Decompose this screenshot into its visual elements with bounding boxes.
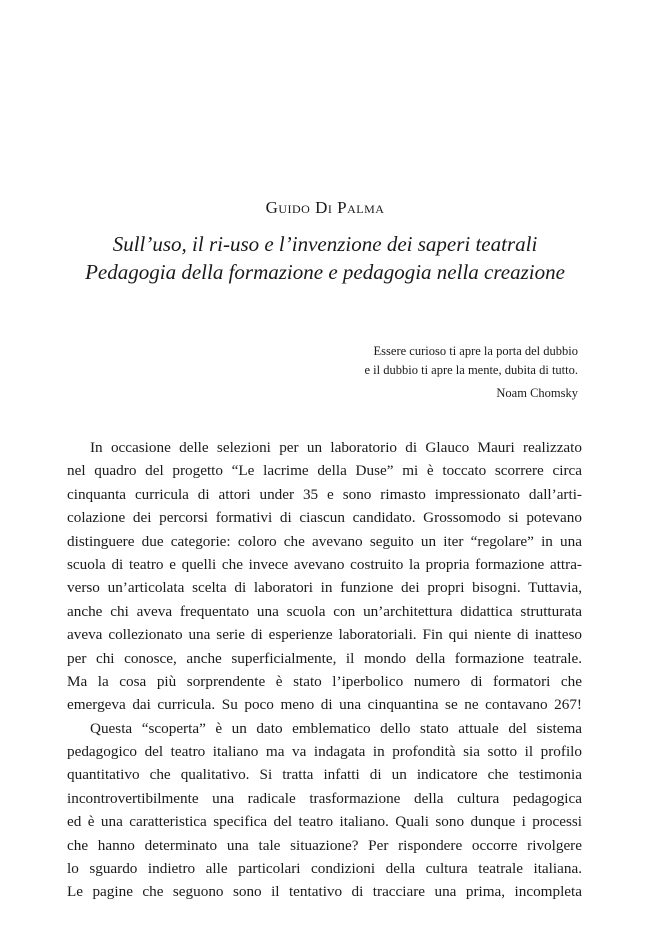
chapter-title bbox=[0, 230, 650, 286]
body-line: anche chi aveva frequentato una scuola con un’architettura didattica strutturata bbox=[67, 602, 582, 620]
body-line: nel quadro del progetto “Le lacrime della Duse” mi è toccato scorrere circa bbox=[67, 462, 582, 480]
body-line: per chi conosce, anche superficialmente, il mondo della formazione teatrale. bbox=[67, 649, 582, 667]
title-line-2: Pedagogia della formazione e pedagogia nella creazione bbox=[85, 260, 565, 284]
author-name: Guido Di Palma bbox=[265, 198, 385, 217]
epigraph-line-2: e il dubbio ti apre la mente, dubita di tutto. bbox=[364, 363, 578, 377]
body-line: pedagogico del teatro italiano ma va indagata in profondità sia sotto il profilo bbox=[67, 743, 582, 761]
epigraph bbox=[365, 342, 579, 403]
body-line: quantitativo che qualitativo. Si tratta infatti di un indicatore che testimonia bbox=[67, 766, 582, 784]
title-line-1: Sull’uso, il ri-uso e l’invenzione dei saperi teatrali bbox=[112, 232, 538, 256]
body-line: Ma la cosa più sorprendente è stato l’iperbolico numero di formatori che bbox=[67, 672, 582, 690]
body-line: colazione dei percorsi formativi di ciascun candidato. Grossomodo si potevano bbox=[67, 509, 582, 527]
body-line: scuola di teatro e quelli che invece avevano costruito la propria formazione attra- bbox=[67, 555, 582, 573]
body-line: che hanno determinato una tale situazione? Per rispondere occorre rivolgere bbox=[67, 836, 582, 854]
body-line: Le pagine che seguono sono il tentativo di tracciare una prima, incompleta bbox=[67, 883, 582, 901]
body-line: emergeva dai curricula. Su poco meno di una cinquantina se ne contavano 267! bbox=[67, 696, 582, 714]
body-line: distinguere due categorie: coloro che avevano seguito un iter “regolare” in una bbox=[67, 532, 582, 550]
body-line: incontrovertibilmente una radicale trasformazione della cultura pedagogica bbox=[67, 789, 582, 807]
body-text bbox=[67, 436, 582, 904]
body-line: In occasione delle selezioni per un laboratorio di Glauco Mauri realizzato bbox=[90, 439, 582, 456]
body-line: ed è una caratteristica specifica del teatro italiano. Quali sono dunque i processi bbox=[67, 813, 582, 831]
body-line: Questa “scoperta” è un dato emblematico dello stato attuale del sistema bbox=[90, 719, 582, 737]
body-line: verso un’articolata scelta di laboratori in funzione dei propri bisogni. Tuttavia, bbox=[67, 579, 582, 597]
body-line: cinquanta curricula di attori under 35 e sono rimasto impressionato dall’arti- bbox=[67, 485, 582, 503]
epigraph-source: Noam Chomsky bbox=[496, 386, 578, 400]
body-line: aveva collezionato una serie di esperienze laboratoriali. Fin qui niente di inatteso bbox=[67, 626, 582, 644]
body-line: lo sguardo indietro alle particolari condizioni della cultura teatrale italiana. bbox=[67, 860, 582, 878]
epigraph-line-1: Essere curioso ti apre la porta del dubbio bbox=[373, 344, 578, 358]
